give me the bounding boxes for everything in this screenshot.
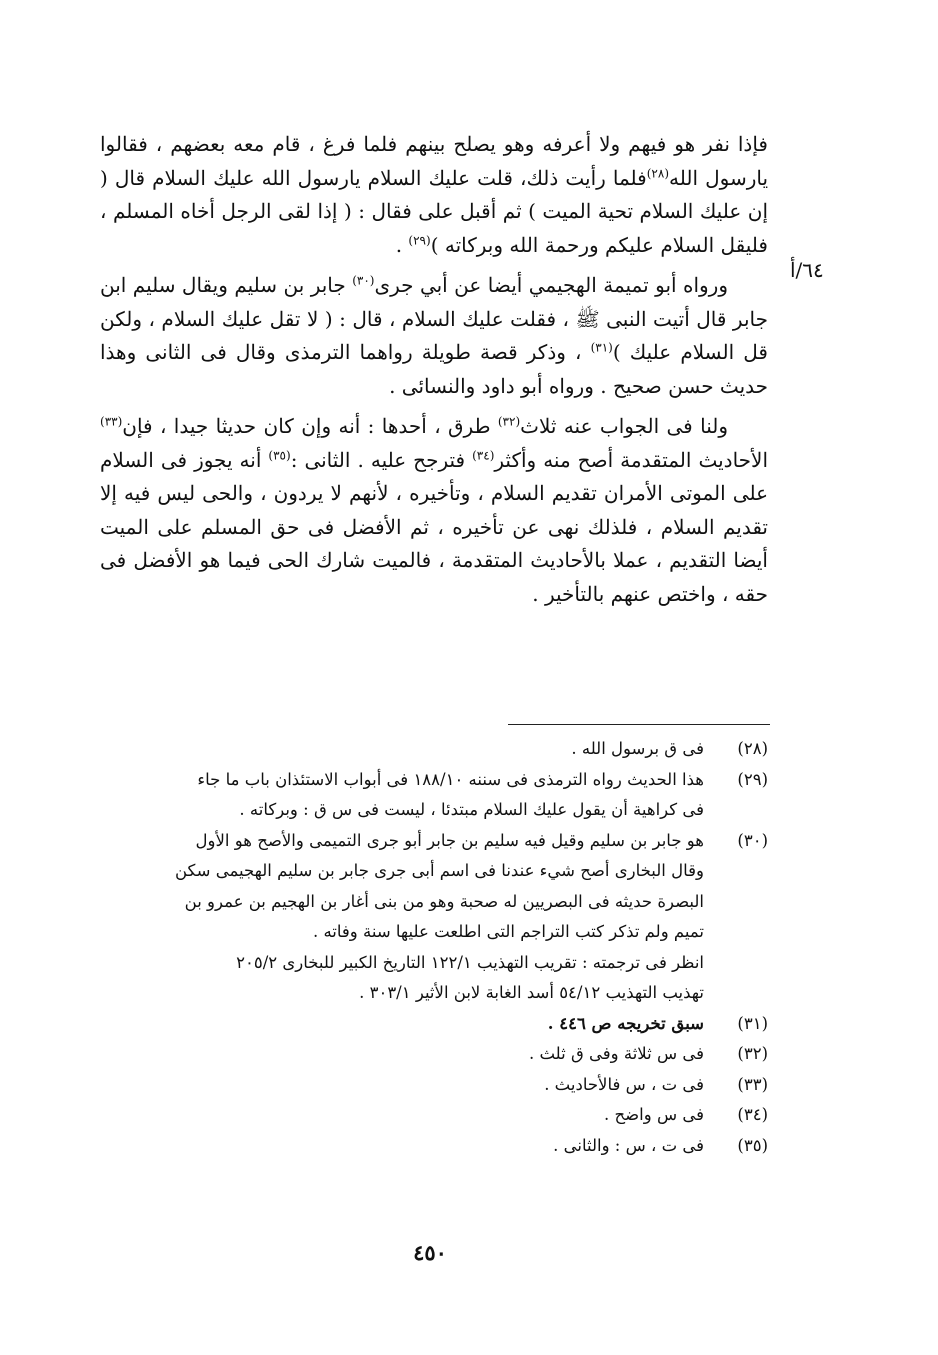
footnote-text — [100, 1070, 704, 1101]
text-line: فقالوا يارسول الله — [100, 132, 769, 190]
footnote-line: سبق تخريجه ص ٤٤٦ . — [547, 1013, 704, 1033]
text-line: الرجل أخاه المسلم ، فليقل السلام عليكم ورحمة الله وبركاته ) — [100, 199, 768, 257]
footnote-31 — [100, 1009, 768, 1040]
footnote-34 — [100, 1100, 768, 1131]
footnote-text — [100, 1100, 704, 1131]
footnote-number: (٣١) — [737, 1013, 768, 1033]
footnote-number: (٢٩) — [737, 769, 768, 789]
footnote-text — [100, 734, 704, 765]
text-run: الأحاديث المتقدمة أصح منه وأكثر — [494, 447, 768, 472]
footnote-line: فى ت ، س : والثانى . — [553, 1135, 704, 1155]
footnote-ref-34: (٣٤) — [472, 447, 495, 462]
footnote-line: فى س ثلاثة وفى ق ثلث . — [528, 1044, 704, 1063]
text-run: ، وذكر قصة طويلة رواهما الترمذى وقال فى الثانى وهذا حديث حسن صحيح . ورواه أبو داود والنسائى . — [100, 340, 768, 398]
text-line: فلما رأيت ذلك، قلت عليك السلام يارسول الله عليك — [213, 165, 647, 190]
footnote-ref-32: (٣٢) — [497, 414, 521, 429]
footnote-line: هذا الحديث رواه الترمذى فى سننه ١٨٨/١٠ فى أبواب الاستئذان باب ما جاء — [197, 769, 704, 789]
page-number: ٤٥٠ — [413, 1240, 447, 1265]
footnote-line: تهذيب التهذيب ٥٤/١٢ أسد الغابة لابن الأثير ٣٠٣/١ . — [359, 983, 704, 1002]
text-run: ورواه أبو تميمة الهجيمي أيضا عن أبي جرى — [374, 273, 729, 297]
main-text — [100, 128, 768, 611]
footnote-ref-33: (٣٣) — [100, 414, 123, 429]
footnote-text — [100, 1009, 704, 1040]
footnote-line: البصرة حديثه فى البصريين له صحبة وهو من بنى أغار بن الهجيم بن عمرو بن — [184, 891, 704, 911]
footnote-ref-30: (٣٠) — [352, 273, 375, 288]
footnote-33 — [100, 1070, 768, 1101]
footnote-divider — [508, 724, 770, 725]
footnote-ref-31: (٣١) — [590, 340, 613, 355]
footnote-32 — [100, 1039, 768, 1070]
footnote-number: (٣٤) — [737, 1105, 768, 1124]
paragraph-1 — [100, 128, 768, 262]
text-line: . — [395, 232, 409, 257]
text-line: السلام قال ( إن عليك السلام تحية الميت ) ثم أقبل على فقال : ( إذا لقى — [100, 165, 769, 223]
footnote-35 — [100, 1131, 768, 1162]
text-run: جابر بن سليم ويقال سليم ابن جابر قال أتيت النبى ﷺ ، فقلت عليك السلام ، قال : ( لا تقل عليك السلام ، ولكن قل السلام عليك ) — [100, 273, 768, 364]
footnote-text — [100, 826, 704, 1009]
text-run: فترجح عليه . الثانى : — [290, 447, 473, 472]
footnote-line: انظر فى ترجمته : تقريب التهذيب ١٢٢/١ التاريخ الكبير للبخارى ٢٠٥/٢ — [236, 952, 704, 972]
footnote-number: (٣٠) — [737, 830, 768, 850]
footnote-ref-28: (٢٨) — [646, 165, 669, 180]
text-line: فإذا نفر هو فيهم ولا أعرفه وهو يصلح بينهم فلما فرغ ، قام معه بعضهم ، — [155, 132, 768, 156]
footnote-line: تميم ولم تذكر كتب التراجم التى اطلعت عليها سنة وفاته . — [312, 922, 704, 941]
footnotes — [100, 734, 768, 1161]
footnote-number: (٣٣) — [737, 1074, 768, 1094]
text-run: طرق ، أحدها : أنه وإن كان حديثا جيدا ، فإن — [122, 414, 498, 438]
footnote-29 — [100, 765, 768, 826]
footnote-number: (٣٢) — [737, 1044, 768, 1063]
footnote-30 — [100, 826, 768, 1009]
footnote-line: وقال البخارى أصح شيء عندنا فى اسم أبى جرى جابر بن سليم الهجيمى سكن — [174, 861, 704, 880]
footnote-line: فى ت ، س فالأحاديث . — [544, 1074, 704, 1094]
footnote-number: (٢٨) — [737, 739, 768, 758]
footnote-ref-35: (٣٥) — [268, 447, 291, 462]
footnote-text — [100, 765, 704, 826]
footnote-line: هو جابر بن سليم وقيل فيه سليم بن جابر أبو جرى التميمى والأصح هو الأول — [195, 830, 704, 850]
manuscript-folio-note: ٦٤/أ — [790, 258, 824, 282]
footnote-line: فى ق برسول الله . — [571, 739, 704, 758]
footnote-text — [100, 1039, 704, 1070]
footnote-28 — [100, 734, 768, 765]
footnote-number: (٣٥) — [737, 1135, 768, 1155]
text-run: أنه يجوز فى السلام على الموتى الأمران تقديم السلام ، وتأخيره ، لأنهم لا يردون ، والحى ليس فيه إلا تقديم السلام ، فلذلك نهى عن تأخيره ، ثم الأفضل فى حق المسلم على الميت أيضا التقديم ، عملا بالأحاديث المتقدمة ، فالميت شارك الحى فيما هو الأفضل فى حقه ، واختص عنهم بالتأخير . — [100, 447, 768, 606]
paragraph-2 — [100, 269, 768, 403]
text-run: ولنا فى الجواب عنه ثلاث — [520, 414, 728, 438]
footnote-ref-29: (٢٩) — [408, 232, 431, 247]
paragraph-3 — [100, 410, 768, 611]
footnote-line: فى كراهية أن يقول عليك السلام مبتدئا ، ليست فى س ق : وبركاته . — [239, 800, 704, 819]
footnote-text — [100, 1131, 704, 1162]
footnote-line: فى س واضح . — [604, 1105, 704, 1124]
